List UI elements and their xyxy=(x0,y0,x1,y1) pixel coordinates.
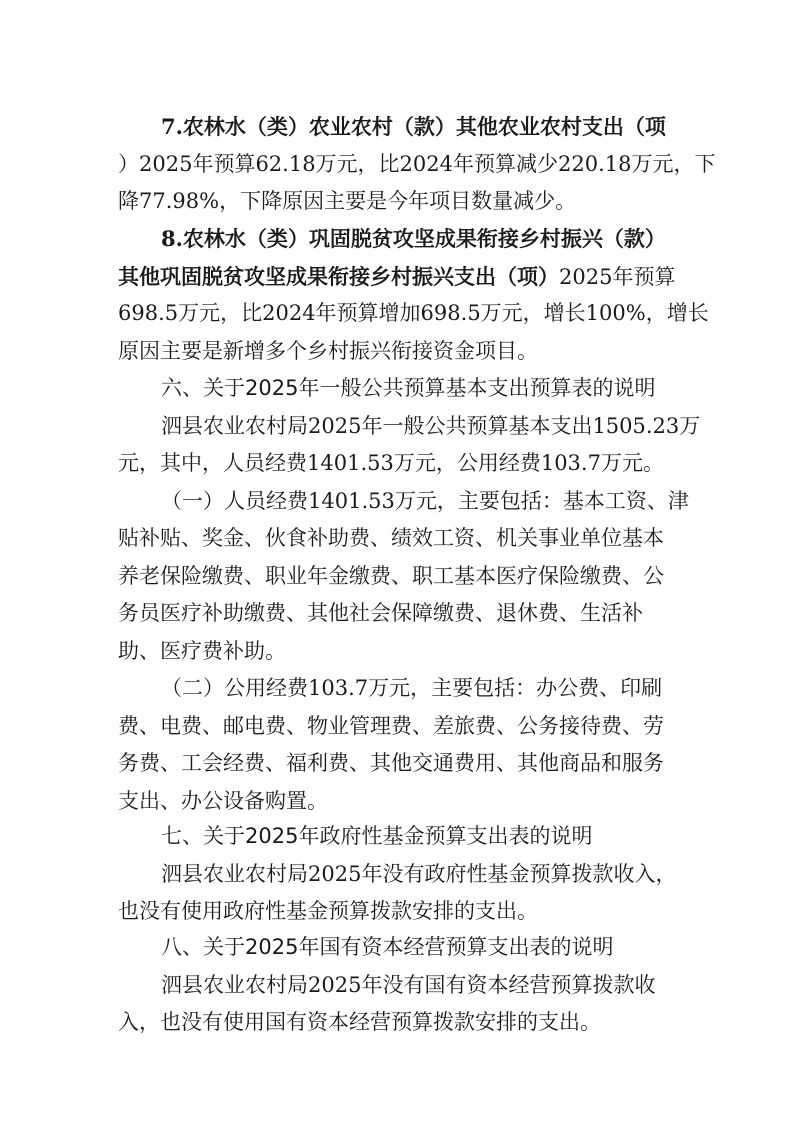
section-6-intro-line-2: 元，其中，人员经费1401.53万元，公用经费103.7万元。 xyxy=(118,451,664,475)
section-6-heading: 六、关于2025年一般公共预算基本支出预算表的说明 xyxy=(161,376,656,400)
section-7 xyxy=(118,818,678,931)
paragraph-item-8 xyxy=(118,220,709,370)
item-8-title-line-2: 其他巩固脱贫攻坚成果衔接乡村振兴支出（项） xyxy=(118,263,559,289)
item-8-line-2-rest: 2025年预算 xyxy=(559,264,676,289)
personnel-expense-line-1: （一）人员经费1401.53万元，主要包括：基本工资、津 xyxy=(161,488,689,513)
section-8-line-1: 泗县农业农村局2025年没有国有资本经营预算拨款收 xyxy=(161,972,656,997)
public-expense-line-3: 务费、工会经费、福利费、其他交通费用、其他商品和服务 xyxy=(118,751,664,775)
item-8-line-2 xyxy=(118,258,678,296)
section-6 xyxy=(118,370,701,820)
item-7-line-3: 降77.98%，下降原因主要是今年项目数量减少。 xyxy=(118,189,577,213)
section-8 xyxy=(118,929,678,1042)
item-8-line-3: 698.5万元，比2024年预算增加698.5万元，增长100%，增长 xyxy=(118,301,709,325)
section-7-heading: 七、关于2025年政府性基金预算支出表的说明 xyxy=(161,824,593,848)
public-expense-line-4: 支出、办公设备购置。 xyxy=(118,788,328,813)
personnel-expense-line-2: 贴补贴、奖金、伙食补助费、绩效工资、机关事业单位基本 xyxy=(118,526,664,550)
item-8-title-line-1: 8.农林水（类）巩固脱贫攻坚成果衔接乡村振兴（款） xyxy=(161,226,666,251)
section-8-heading: 八、关于2025年国有资本经营预算支出表的说明 xyxy=(161,935,614,959)
section-7-line-2: 也没有使用政府性基金预算拨款安排的支出。 xyxy=(118,899,538,923)
item-7-line-2: ）2025年预算62.18万元，比2024年预算减少220.18万元，下 xyxy=(118,151,716,176)
personnel-expense-line-3: 养老保险缴费、职业年金缴费、职工基本医疗保险缴费、公 xyxy=(118,563,664,588)
item-7-title: 7.农林水（类）农业农村（款）其他农业农村支出（项 xyxy=(161,114,666,139)
public-expense-line-1: （二）公用经费103.7万元，主要包括：办公费、印刷 xyxy=(161,676,663,700)
section-6-intro-line-1: 泗县农业农村局2025年一般公共预算基本支出1505.23万 xyxy=(161,413,701,438)
public-expense-line-2: 费、电费、邮电费、物业管理费、差旅费、公务接待费、劳 xyxy=(118,713,664,738)
section-8-line-2: 入，也没有使用国有资本经营预算拨款安排的支出。 xyxy=(118,1010,601,1034)
personnel-expense-line-4: 务员医疗补助缴费、其他社会保障缴费、退休费、生活补 xyxy=(118,601,643,625)
paragraph-item-7 xyxy=(118,108,716,221)
item-8-line-4: 原因主要是新增多个乡村振兴衔接资金项目。 xyxy=(118,338,538,363)
personnel-expense-line-5: 助、医疗费补助。 xyxy=(118,638,286,663)
section-7-line-1: 泗县农业农村局2025年没有政府性基金预算拨款收入， xyxy=(161,861,677,886)
